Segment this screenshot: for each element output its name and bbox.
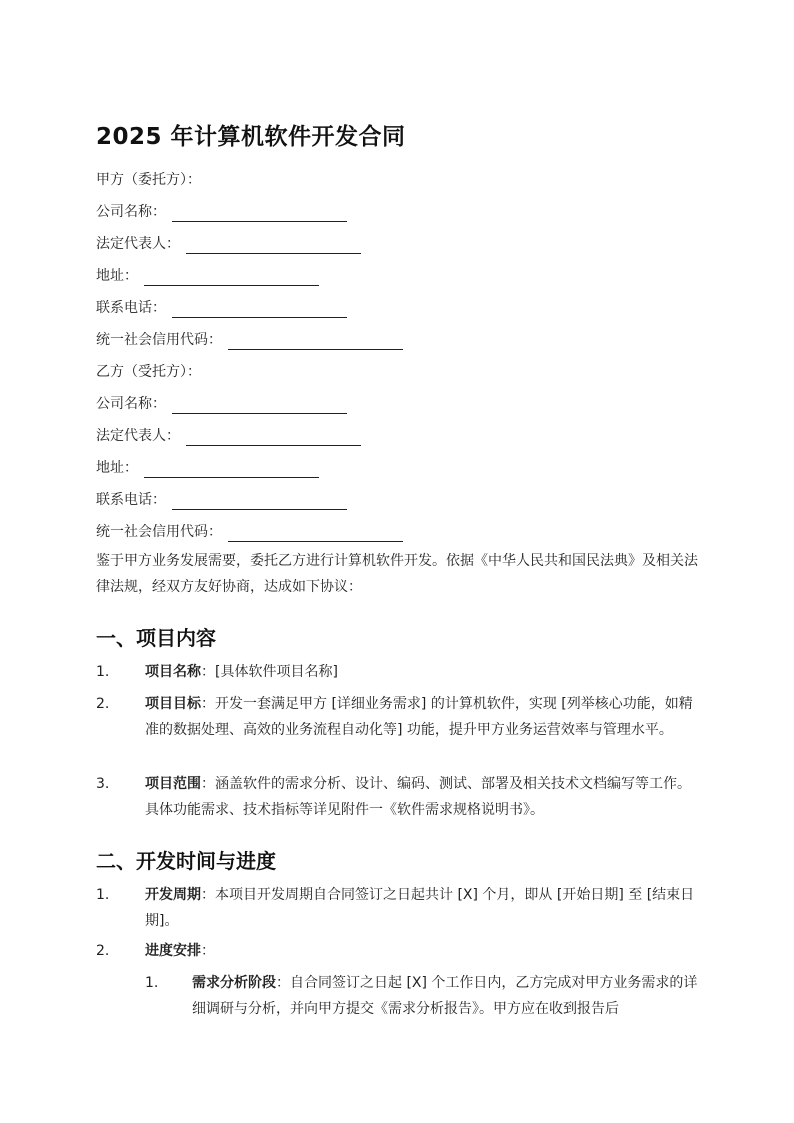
section-2-item-1 <box>96 882 700 934</box>
party-a-credit-code-field: 统一社会信用代码： <box>96 330 403 350</box>
list-number: 1. <box>96 664 110 680</box>
section-1-item-2 <box>96 691 700 743</box>
fill-blank-line <box>186 237 361 254</box>
section-1-item-1 <box>96 659 700 685</box>
item-text: ： <box>201 943 215 959</box>
section-1-heading: 一、项目内容 <box>96 626 216 650</box>
item-text: ：[具体软件项目名称] <box>201 664 338 680</box>
item-text: ：本项目开发周期自合同签订之日起共计 [X] 个月，即从 [开始日期] 至 [结束日期]。 <box>145 887 695 929</box>
section-2-subitem-1 <box>145 970 700 1022</box>
fill-blank-line <box>144 269 319 286</box>
party-a-phone-field: 联系电话： <box>96 298 347 318</box>
fill-blank-line <box>172 301 347 318</box>
fill-blank-line <box>172 493 347 510</box>
fill-blank-line <box>228 333 403 350</box>
fill-blank-line <box>186 429 361 446</box>
fill-blank-line <box>172 397 347 414</box>
list-number: 3. <box>96 776 110 792</box>
party-a-legal-rep-field: 法定代表人： <box>96 234 361 254</box>
item-label: 项目范围 <box>145 776 201 792</box>
item-label: 项目目标 <box>145 696 201 712</box>
list-number: 2. <box>96 943 110 959</box>
party-a-address-field: 地址： <box>96 266 319 286</box>
party-b-phone-field: 联系电话： <box>96 490 347 510</box>
party-b-legal-rep-field: 法定代表人： <box>96 426 361 446</box>
section-2-heading: 二、开发时间与进度 <box>96 849 276 873</box>
item-text: ：自合同签订之日起 [X] 个工作日内，乙方完成对甲方业务需求的详细调研与分析，并向甲方提交《需求分析报告》。甲方应在收到报告后 <box>192 975 698 1017</box>
party-b-heading: 乙方（受托方）： <box>96 364 201 380</box>
fill-blank-line <box>172 205 347 222</box>
item-label: 需求分析阶段 <box>192 975 276 991</box>
party-b-company-name-field: 公司名称： <box>96 394 347 414</box>
item-label: 项目名称 <box>145 664 201 680</box>
contract-title: 2025 年计算机软件开发合同 <box>96 124 406 150</box>
preamble-paragraph: 鉴于甲方业务发展需要，委托乙方进行计算机软件开发。依据《中华人民共和国民法典》及相关法律法规，经双方友好协商，达成如下协议： <box>96 553 698 595</box>
list-number: 1. <box>145 975 159 991</box>
list-number: 2. <box>96 696 110 712</box>
fill-blank-line <box>228 525 403 542</box>
item-label: 开发周期 <box>145 887 201 903</box>
item-text: ：开发一套满足甲方 [详细业务需求] 的计算机软件，实现 [列举核心功能，如精准的数据处理、高效的业务流程自动化等] 功能，提升甲方业务运营效率与管理水平。 <box>145 696 693 738</box>
item-label: 进度安排 <box>145 943 201 959</box>
party-a-company-name-field: 公司名称： <box>96 202 347 222</box>
section-1-item-3 <box>96 771 700 823</box>
party-b-credit-code-field: 统一社会信用代码： <box>96 522 403 542</box>
party-b-address-field: 地址： <box>96 458 319 478</box>
list-number: 1. <box>96 887 110 903</box>
fill-blank-line <box>144 461 319 478</box>
item-text: ：涵盖软件的需求分析、设计、编码、测试、部署及相关技术文档编写等工作。具体功能需求、技术指标等详见附件一《软件需求规格说明书》。 <box>145 776 691 818</box>
section-2-item-2 <box>96 938 700 964</box>
party-a-heading: 甲方（委托方）： <box>96 172 201 188</box>
